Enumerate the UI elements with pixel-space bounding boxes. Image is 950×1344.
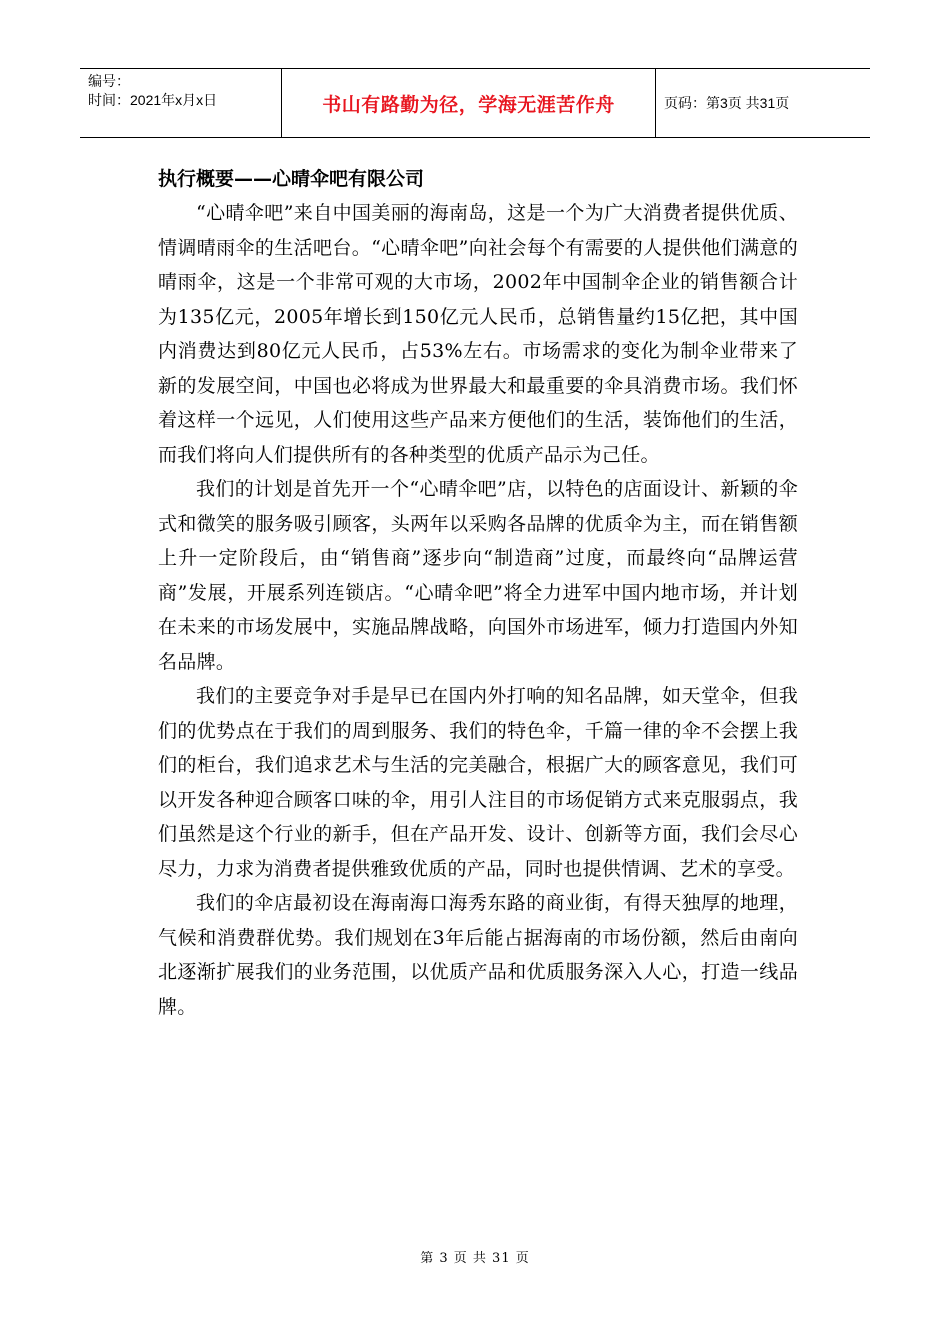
paragraph-2: 我们的计划是首先开一个“心晴伞吧”店，以特色的店面设计、新颖的伞式和微笑的服务吸引顾客，头两年以采购各品牌的优质伞为主，而在销售额上升一定阶段后，由“销售商”逐步向“制造商”过度，而最终向“品牌运营商”发展，开展系列连锁店。“心晴伞吧”将全力进军中国内地市场，并计划在未来的市场发展中，实施品牌战略，向国外市场进军，倾力打造国内外知名品牌。	[158, 478, 798, 673]
header-page-info: 页码：第3页 共31页	[664, 95, 790, 111]
document-body	[158, 162, 798, 1024]
paragraph-3: 我们的主要竞争对手是早已在国内外打响的知名品牌，如天堂伞，但我们的优势点在于我们的周到服务、我们的特色伞，千篇一律的伞不会摆上我们的柜台，我们追求艺术与生活的完美融合，根据广大的顾客意见，我们可以开发各种迎合顾客口味的伞，用引人注目的市场促销方式来克服弱点，我们虽然是这个行业的新手，但在产品开发、设计、创新等方面，我们会尽心尽力，力求为消费者提供雅致优质的产品，同时也提供情调、艺术的享受。	[158, 685, 798, 880]
document-title: 执行概要——心晴伞吧有限公司	[158, 168, 425, 190]
number-label: 编号：	[88, 73, 130, 89]
header-motto: 书山有路勤为径，学海无涯苦作舟	[282, 69, 656, 137]
paragraph-4: 我们的伞店最初设在海南海口海秀东路的商业街，有得天独厚的地理，气候和消费群优势。我们规划在3年后能占据海南的市场份额，然后由南向北逐渐扩展我们的业务范围，以优质产品和优质服务深入人心，打造一线品牌。	[158, 892, 798, 1018]
time-label: 时间：2021年x月x日	[88, 92, 218, 108]
paragraph-1: “心晴伞吧”来自中国美丽的海南岛，这是一个为广大消费者提供优质、情调晴雨伞的生活吧台。“心晴伞吧”向社会每个有需要的人提供他们满意的晴雨伞，这是一个非常可观的大市场，2002年中国制伞企业的销售额合计为135亿元，2005年增长到150亿元人民币，总销售量约15亿把，其中国内消费达到80亿元人民币，占53%左右。市场需求的变化为制伞业带来了新的发展空间，中国也必将成为世界最大和最重要的伞具消费市场。我们怀着这样一个远见，人们使用这些产品来方便他们的生活，装饰他们的生活，而我们将向人们提供所有的各种类型的优质产品示为己任。	[158, 202, 798, 466]
header-meta	[80, 69, 282, 137]
page-footer: 第 3 页 共 31 页	[420, 1251, 530, 1266]
page-header	[80, 68, 870, 138]
